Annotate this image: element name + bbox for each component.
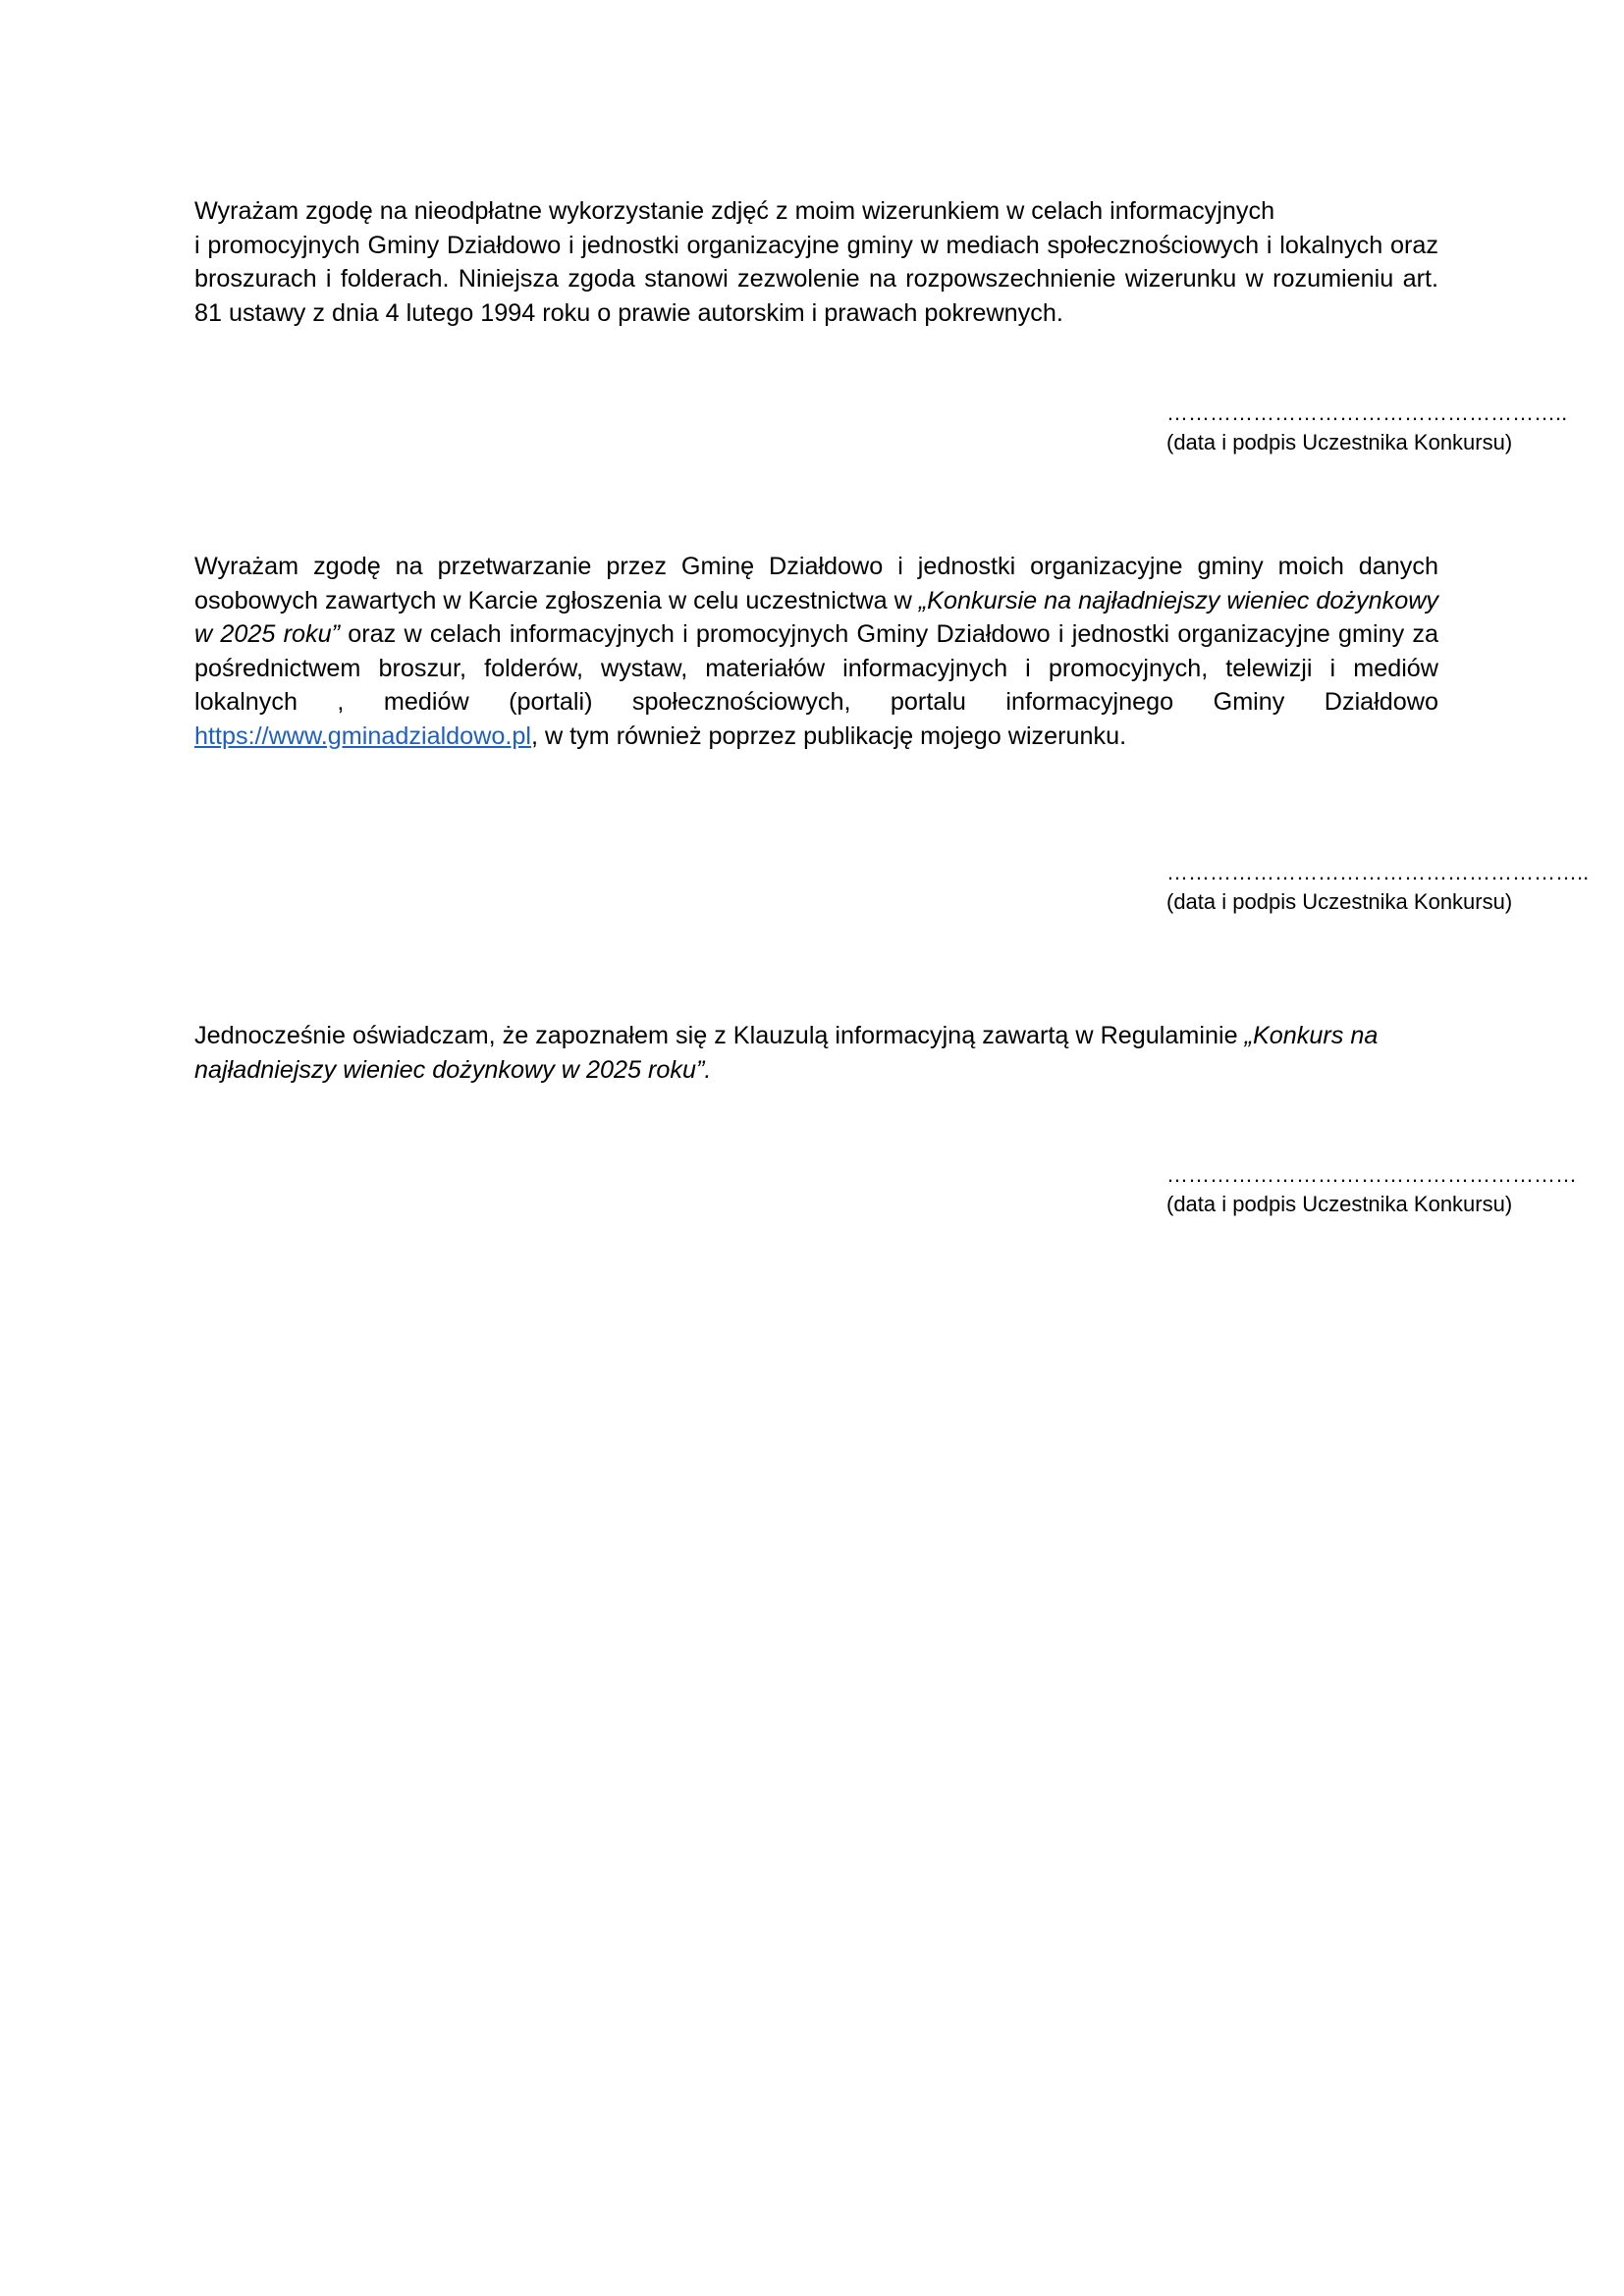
contest-name-italic: „Konkurs na bbox=[1244, 1022, 1379, 1049]
paragraph-line: 81 ustawy z dnia 4 lutego 1994 roku o prawie autorskim i prawach pokrewnych. bbox=[194, 298, 1063, 327]
paragraph-line: lokalnych , mediów (portali) społecznościowych, portalu informacyjnego Gminy Działdowo bbox=[194, 688, 1438, 716]
signature-line: ………………………………………………… bbox=[1166, 1162, 1577, 1187]
signature-block bbox=[1166, 1160, 1577, 1219]
paragraph-line bbox=[194, 584, 1438, 618]
contest-name-italic: „Konkursie na najładniejszy wieniec dożynkowy bbox=[918, 586, 1438, 614]
paragraph-text: osobowych zawartych w Karcie zgłoszenia w celu uczestnictwa w bbox=[194, 586, 919, 614]
paragraph-line bbox=[194, 1019, 1438, 1053]
paragraph-line: Wyrażam zgodę na nieodpłatne wykorzystanie zdjęć z moim wizerunkiem w celach informacyjnych bbox=[194, 197, 1275, 225]
paragraph-text: , w tym również poprzez publikację mojego wizerunku. bbox=[531, 721, 1127, 750]
paragraph-line bbox=[194, 720, 1438, 754]
signature-line: ………………………………………………….. bbox=[1166, 860, 1590, 884]
signature-caption: (data i podpis Uczestnika Konkursu) bbox=[1166, 889, 1513, 914]
information-clause-paragraph bbox=[194, 1019, 1438, 1087]
paragraph-text: oraz w celach informacyjnych i promocyjnych Gminy Działdowo i jednostki organizacyjne gminy za bbox=[340, 620, 1438, 648]
paragraph-line: Wyrażam zgodę na przetwarzanie przez Gminę Działdowo i jednostki organizacyjne gminy moich danych bbox=[194, 553, 1438, 580]
signature-caption: (data i podpis Uczestnika Konkursu) bbox=[1166, 1192, 1513, 1216]
paragraph-line: broszurach i folderach. Niniejsza zgoda stanowi zezwolenie na rozpowszechnienie wizerunku w rozumieniu art. bbox=[194, 265, 1438, 293]
paragraph-line bbox=[194, 617, 1438, 652]
signature-line: ……………………………………………….. bbox=[1166, 400, 1568, 425]
signature-caption: (data i podpis Uczestnika Konkursu) bbox=[1166, 430, 1513, 454]
gmina-website-link[interactable]: https://www.gminadzialdowo.pl bbox=[194, 721, 531, 750]
paragraph-line: pośrednictwem broszur, folderów, wystaw, materiałów informacyjnych i promocyjnych, telewizji i mediów bbox=[194, 654, 1438, 682]
paragraph-line: i promocyjnych Gminy Działdowo i jednostki organizacyjne gminy w mediach społecznościowych i lokalnych oraz bbox=[194, 231, 1438, 259]
signature-block bbox=[1166, 858, 1589, 917]
paragraph-line: najładniejszy wieniec dożynkowy w 2025 roku”. bbox=[194, 1055, 712, 1084]
paragraph-text: Jednocześnie oświadczam, że zapoznałem się z Klauzulą informacyjną zawartą w Regulaminie bbox=[194, 1022, 1245, 1049]
consent-data-processing-paragraph bbox=[194, 550, 1438, 753]
signature-block bbox=[1166, 399, 1567, 457]
contest-name-italic: w 2025 roku” bbox=[194, 620, 341, 648]
consent-image-paragraph bbox=[194, 194, 1438, 330]
